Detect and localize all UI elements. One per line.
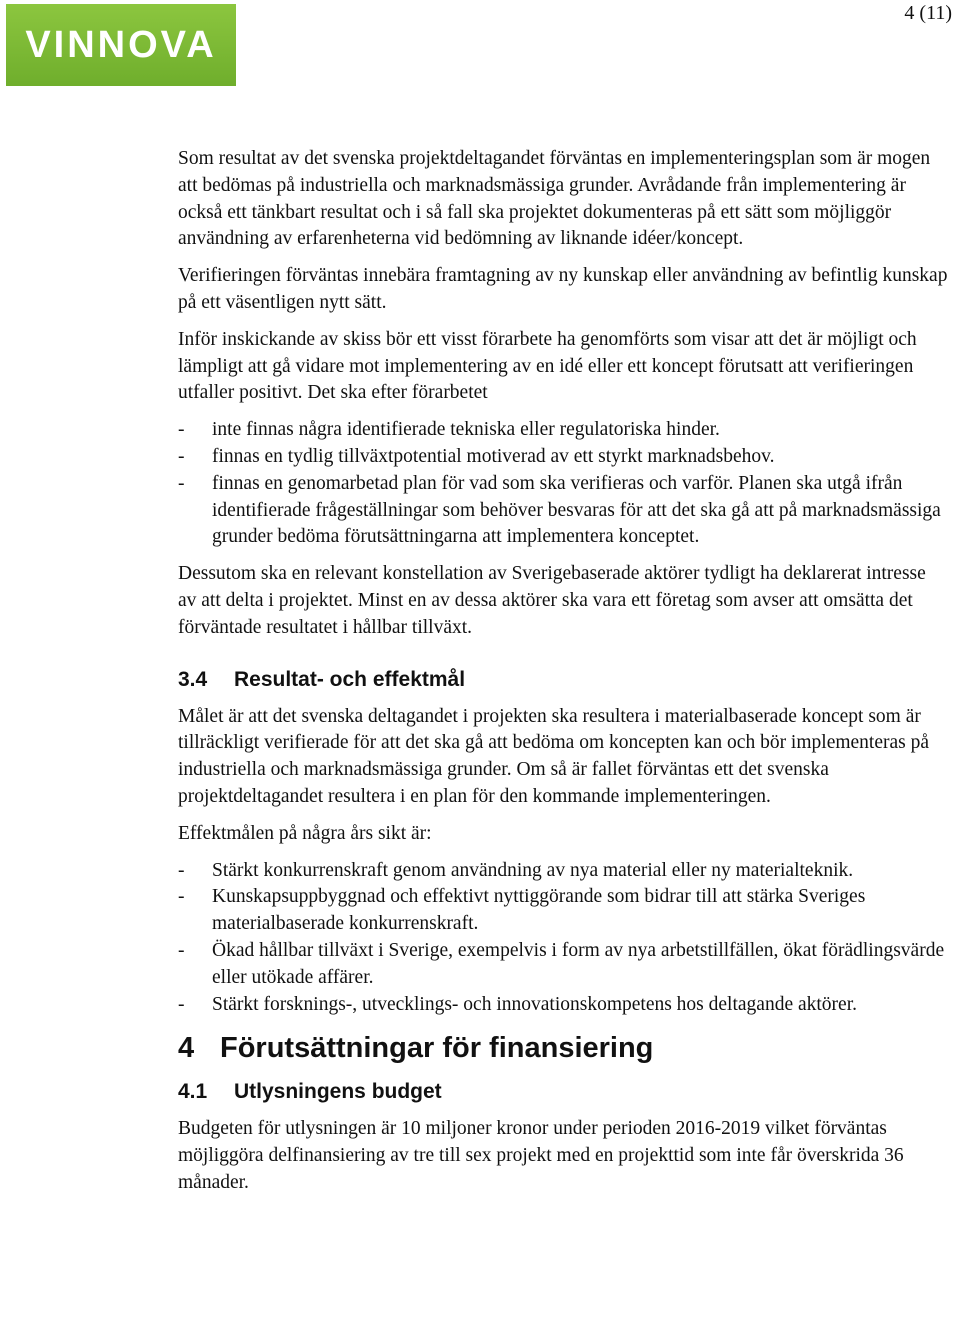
paragraph-effect-intro: Effektmålen på några års sikt är: xyxy=(178,822,432,844)
list-item: - finnas en genomarbetad plan för vad som ska verifieras och varför. Planen ska utgå ifrån identifierade frågeställningar som behöver besvaras för att det ska gå att på marknadsmässiga grunder bedöma förutsättningarna att implementera konceptet. xyxy=(178,471,948,551)
paragraph-budget: Budgeten för utlysningen är 10 miljoner kronor under perioden 2016-2019 vilket förväntas möjliggöra delfinansiering av tre till sex projekt med en projekttid som inte får överskrida 36 månader. xyxy=(178,1118,904,1193)
paragraph-goal: Målet är att det svenska deltagandet i projekten ska resultera i materialbaserade koncept som är tillräckligt verifierade för att det ska gå att bedöma om koncepten kan och bör implementeras på industriella och marknadsmässiga grunder. Om så är fallet förväntas ett det svenska projektdeltagandet resultera i en plan för den kommande implementeringen. xyxy=(178,705,930,807)
vinnova-logo xyxy=(6,4,236,86)
page-number: 4 (11) xyxy=(904,2,952,24)
paragraph-preparation: Inför inskickande av skiss bör ett visst förarbete ha genomförts som visar att det är möjligt och lämpligt att gå vidare mot implementering av en idé eller ett koncept förutsatt att verifieringen utfaller positivt. Det ska efter förarbetet xyxy=(178,328,917,404)
list-item: - Stärkt forsknings-, utvecklings- och innovationskompetens hos deltagande aktörer. xyxy=(178,992,948,1019)
list-item: - Ökad hållbar tillväxt i Sverige, exempelvis i form av nya arbetstillfällen, ökat förädlingsvärde eller utökade affärer. xyxy=(178,938,948,992)
section-title: Utlysningens budget xyxy=(234,1080,442,1104)
requirements-list xyxy=(178,417,948,551)
section-heading-4 xyxy=(178,1030,948,1066)
paragraph-verification: Verifieringen förväntas innebära framtagning av ny kunskap eller användning av befintlig kunskap på ett väsentligen nytt sätt. xyxy=(178,265,948,313)
section-number: 4 xyxy=(178,1032,195,1065)
paragraph-constellation: Dessutom ska en relevant konstellation av Sverigebaserade aktörer tydligt ha deklarerat intresse av att delta i projektet. Minst en av dessa aktörer ska vara ett företag som avser att omsätta det förväntade resultatet i hållbar tillväxt. xyxy=(178,563,926,638)
list-item: - Kunskapsuppbyggnad och effektivt nyttiggörande som bidrar till att stärka Sveriges materialbaserade konkurrenskraft. xyxy=(178,884,948,938)
list-item: - Stärkt konkurrenskraft genom användning av nya material eller ny materialteknik. xyxy=(178,858,948,885)
list-item: - inte finnas några identifierade tekniska eller regulatoriska hinder. xyxy=(178,417,948,444)
document-body xyxy=(178,146,948,1207)
logo-text: VINNOVA xyxy=(25,23,217,66)
list-item: - finnas en tydlig tillväxtpotential motiverad av ett styrkt marknadsbehov. xyxy=(178,444,948,471)
section-number: 4.1 xyxy=(178,1080,208,1104)
effect-goals-list xyxy=(178,858,948,1019)
paragraph-result: Som resultat av det svenska projektdeltagandet förväntas en implementeringsplan som är mogen att bedömas på industriella och marknadsmässiga grunder. Avrådande från implementering är också ett tänkbart resultat och i så fall ska projektet dokumenteras på ett sätt som möjliggör användning av erfarenheterna vid bedömning av liknande idéer/koncept. xyxy=(178,148,931,250)
section-heading-3-4 xyxy=(178,666,948,694)
section-title: Resultat- och effektmål xyxy=(234,667,466,691)
section-number: 3.4 xyxy=(178,667,208,691)
section-title: Förutsättningar för finansiering xyxy=(220,1032,654,1065)
section-heading-4-1 xyxy=(178,1078,948,1106)
